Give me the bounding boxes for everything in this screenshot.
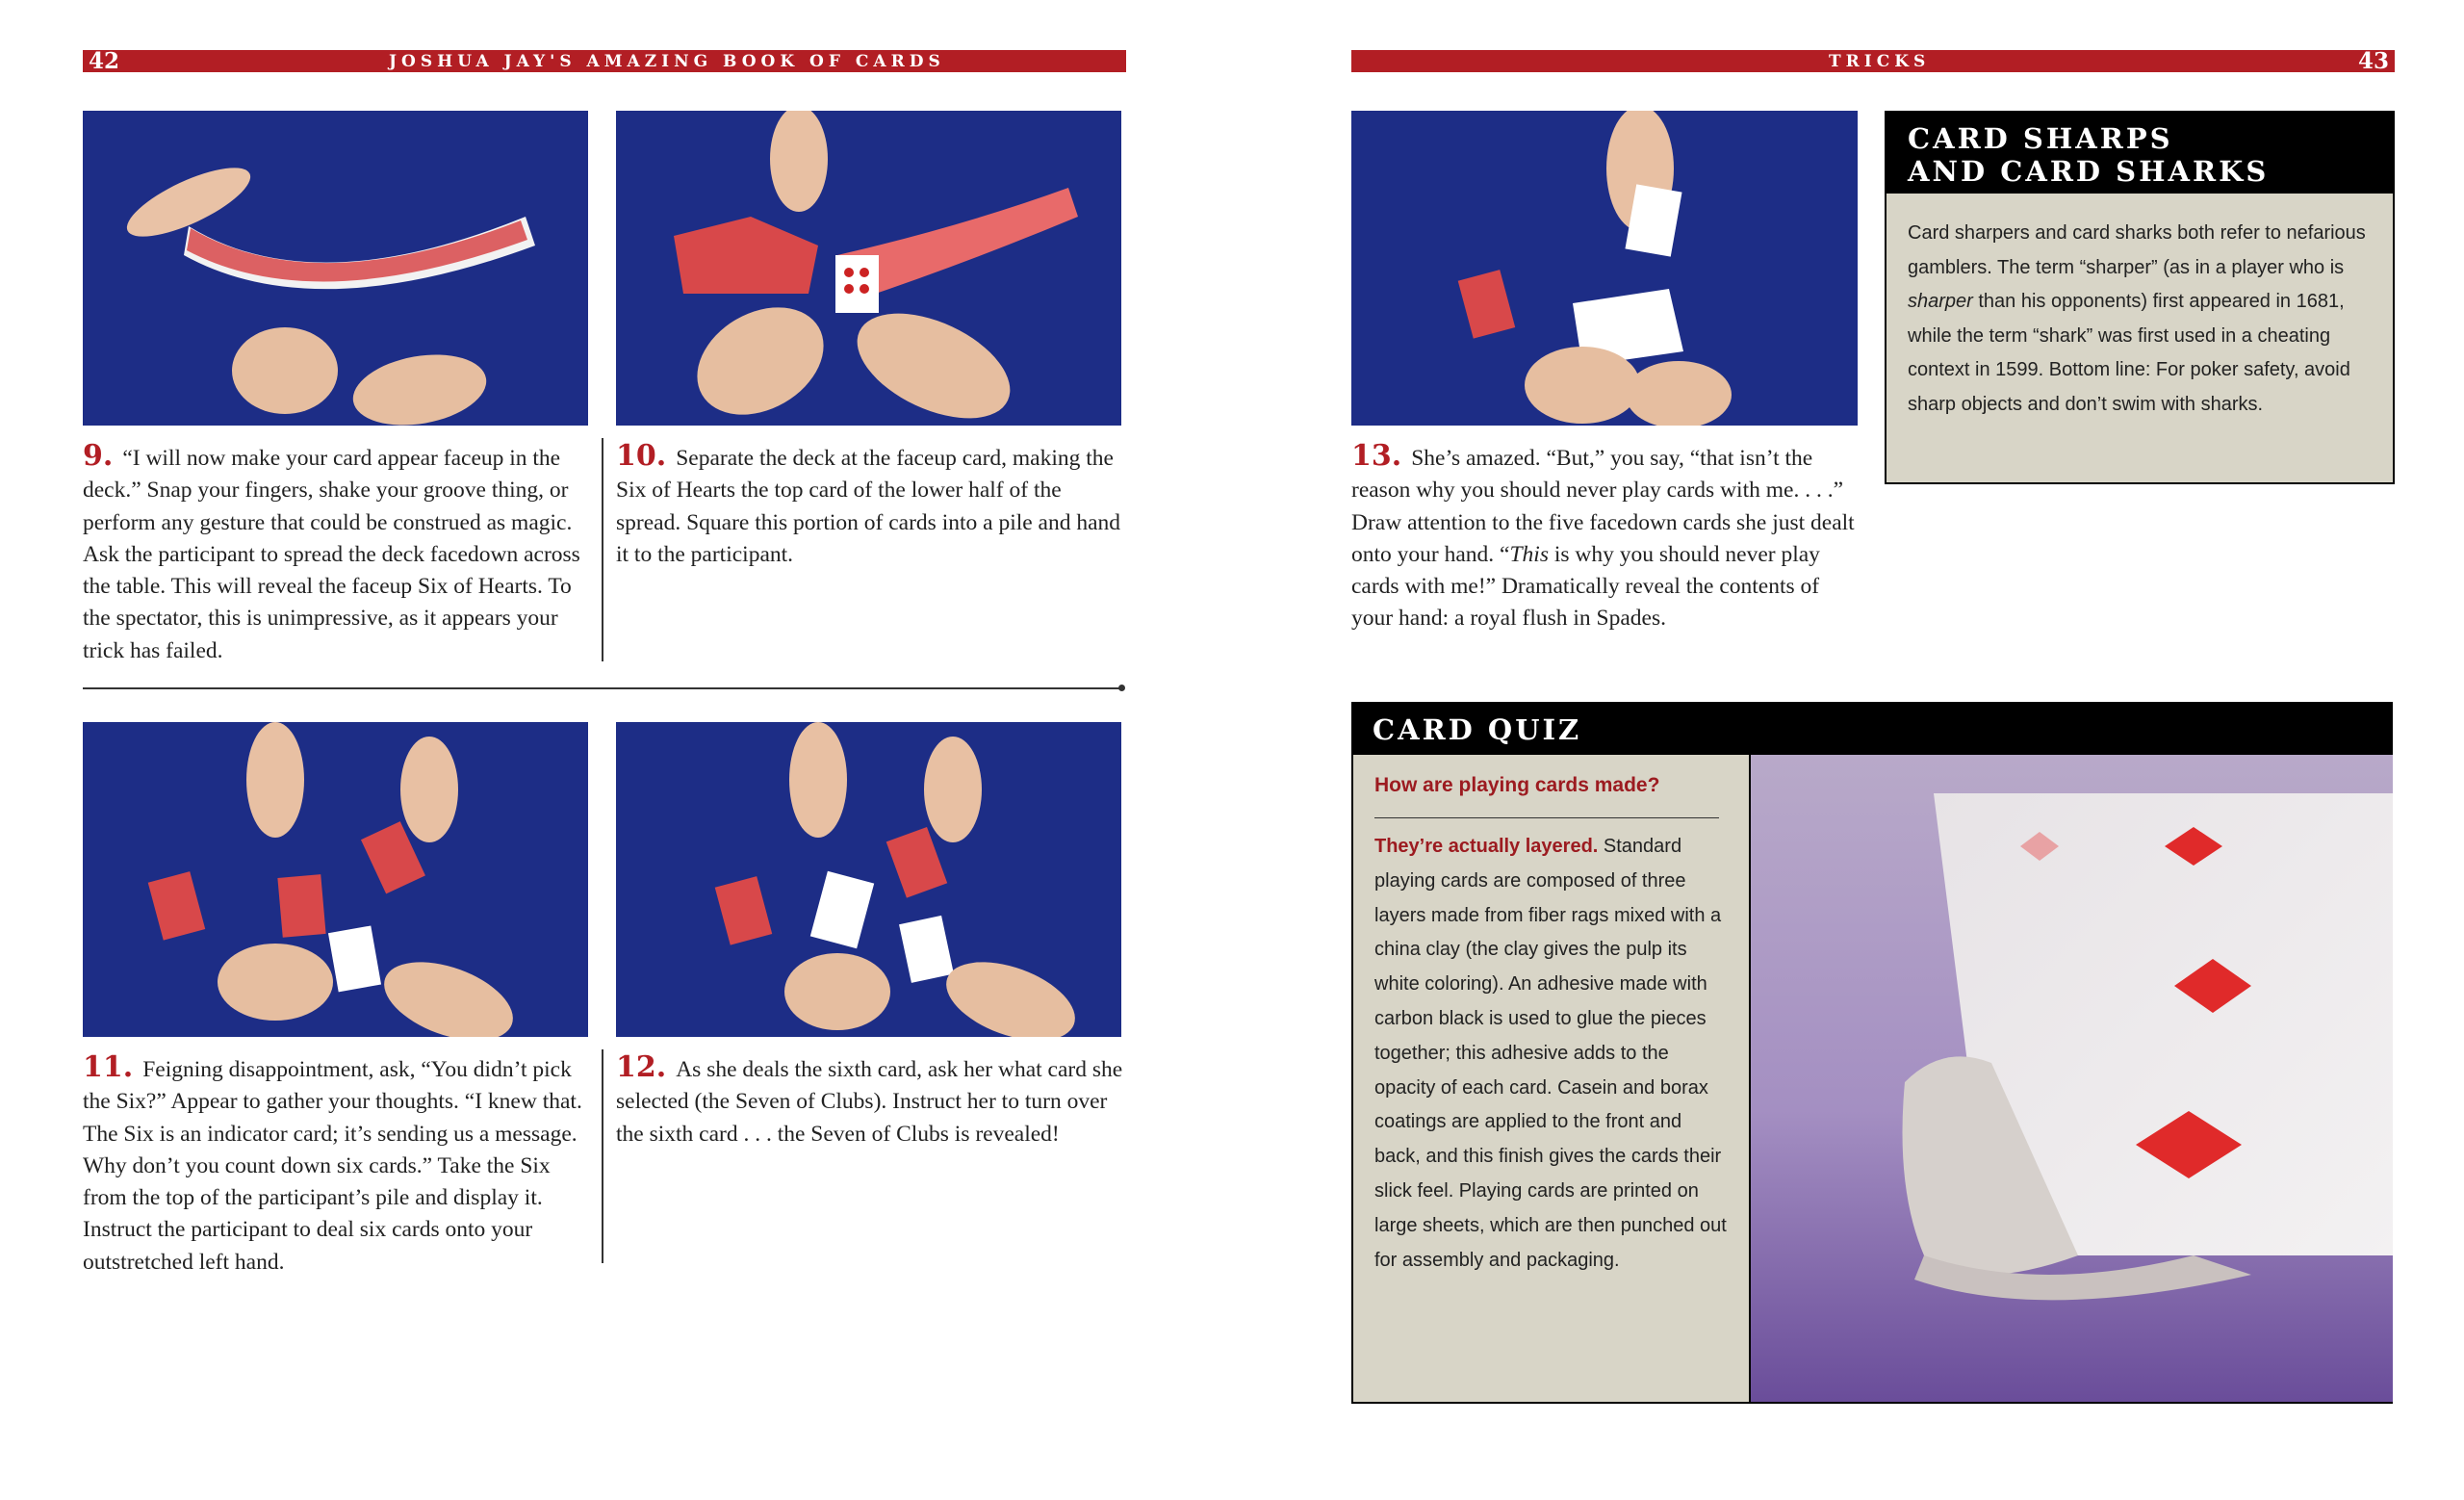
photo-step-11 — [83, 722, 588, 1037]
sidebar-title-line-1: CARD SHARPS — [1908, 122, 2173, 155]
step-9-number: 9. — [83, 439, 114, 473]
step-13-text-end: is why you should never play cards with me!” Dramatically reveal the contents of your hand: a royal flush in Spades. — [1351, 541, 1820, 632]
sidebar-card-sharps — [1885, 111, 2395, 484]
step-10-number: 10. — [616, 439, 667, 473]
step-13-text: She’s amazed. “But,” you say, “that isn’t the reason why you should never play cards with me. . . .” Draw attention to the five facedown cards she just dealt onto your hand. “ — [1351, 446, 1855, 567]
running-head-left: JOSHUA JAY'S AMAZING BOOK OF CARDS — [389, 52, 945, 71]
sidebar-title — [1886, 113, 2393, 194]
step-12 — [616, 1051, 1124, 1151]
step-10 — [616, 440, 1124, 571]
quiz-text-column — [1374, 771, 1729, 1278]
page-number-left: 42 — [89, 48, 120, 74]
column-divider — [602, 438, 603, 661]
step-12-number: 12. — [616, 1050, 667, 1084]
quiz-title: CARD QUIZ — [1353, 704, 2391, 755]
photo-step-10 — [616, 111, 1121, 426]
quiz-answer — [1374, 830, 1729, 1278]
quiz-photo — [1749, 755, 2393, 1402]
step-13 — [1351, 440, 1863, 635]
section-divider — [83, 687, 1122, 689]
sidebar-emphasis: sharper — [1908, 291, 1973, 313]
running-head-bar-right — [1351, 50, 2395, 72]
photo-step-13 — [1351, 111, 1858, 426]
card-quiz-box — [1351, 702, 2393, 1404]
step-11-text: Feigning disappointment, ask, “You didn’t pick the Six?” Appear to gather your thoughts. “I knew that. The Six is an indicator card; it’s sending us a message. Why don’t you count down six cards.” Take the Six from the top of the participant’s pile and display it. Instruct the participant to deal six cards onto your outstretched left hand. — [83, 1057, 582, 1275]
step-13-emphasis: This — [1509, 541, 1549, 567]
photo-step-12 — [616, 722, 1121, 1037]
step-11-number: 11. — [83, 1050, 134, 1084]
step-9-text: “I will now make your card appear faceup in the deck.” Snap your fingers, shake your groove thing, or perform any gesture that could be construed as magic. Ask the participant to spread the deck facedown across the table. This will reveal the faceup Six of Hearts. To the spectator, this is unimpressive, as it appears your trick has failed. — [83, 446, 580, 663]
step-9 — [83, 440, 591, 667]
sidebar-title-line-2: AND CARD SHARKS — [1908, 155, 2270, 188]
photo-step-9 — [83, 111, 588, 426]
running-head-bar-left — [83, 50, 1126, 72]
running-head-right: TRICKS — [1829, 52, 1931, 71]
step-12-text: As she deals the sixth card, ask her what card she selected (the Seven of Clubs). Instruct her to turn over the sixth card . . . the Seven of Clubs is revealed! — [616, 1057, 1123, 1147]
divider-endcap — [1118, 685, 1125, 691]
step-13-number: 13. — [1351, 439, 1402, 473]
step-11 — [83, 1051, 591, 1279]
sidebar-text-end: than his opponents) first appeared in 1681, while the term “shark” was first used in a cheating context in 1599. Bottom line: For poker safety, avoid sharp objects and don’t swim with sharks. — [1908, 291, 2350, 415]
sidebar-text: Card sharpers and card sharks both refer to nefarious gamblers. The term “sharper” (as in a player who is — [1908, 222, 2366, 278]
sidebar-body — [1886, 194, 2393, 423]
step-10-text: Separate the deck at the faceup card, making the Six of Hearts the top card of the lower half of the spread. Square this portion of cards into a pile and hand it to the participant. — [616, 446, 1121, 567]
quiz-question: How are playing cards made? — [1374, 771, 1719, 818]
column-divider — [602, 1049, 603, 1263]
page-number-right: 43 — [2357, 48, 2389, 74]
quiz-answer-lead: They’re actually layered. — [1374, 836, 1599, 857]
quiz-answer-body: Standard playing cards are composed of three layers made from fiber rags mixed with a china clay (the clay gives the pulp its white coloring). An adhesive made with carbon black is used to glue the pieces together; this adhesive adds to the opacity of each card. Casein and borax coatings are applied to the front and back, and this finish gives the cards their slick feel. Playing cards are printed on large sheets, which are then punched out for assembly and packaging. — [1374, 836, 1727, 1271]
